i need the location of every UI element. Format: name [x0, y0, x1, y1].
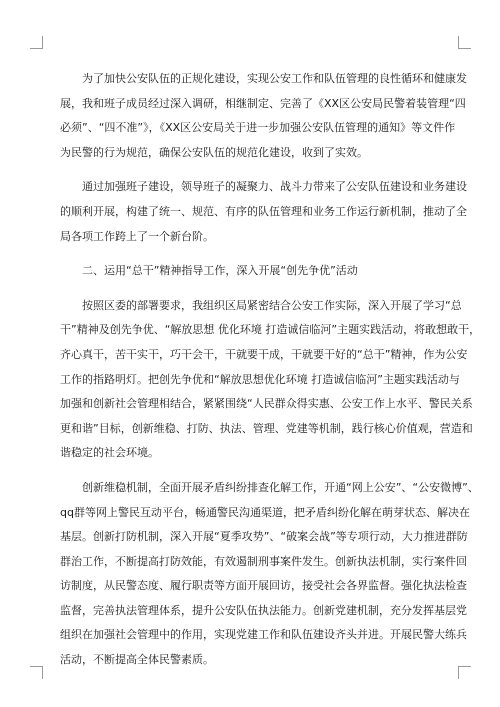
text-line: 监督，完善执法管理体系，提升公安队伍执法能力。创新党建机制，充分发挥基层党: [60, 603, 467, 617]
text-line: 访制度，从民警态度、履行职责等方面开展回访，接受社会各界监督。强化执法检查: [60, 579, 467, 593]
text-line: 工作的指路明灯。把创先争优和“解放思想优化环境 打造诚信临河”主题实践活动与: [60, 372, 460, 386]
text-line: 基层。创新打防机制，深入开展“夏季攻势”、“破案会战”等专项行动，大力推进群防: [60, 530, 468, 544]
paragraph-4: [60, 476, 479, 673]
text-line: qq群等网上警民互动平台，畅通警民沟通渠道，把矛盾纠纷化解在萌芽状态、解决在: [60, 505, 470, 519]
text-line: 为民警的行为规范，确保公安队伍的规范化建设，收到了实效。: [60, 145, 368, 159]
section-heading: 二、运用“总干”精神指导工作，深入开展“创先争优”活动: [82, 264, 358, 278]
paragraph-2: [60, 175, 467, 249]
crop-mark-bottom-left: [30, 666, 43, 679]
text-line: 为了加快公安队伍的正规化建设，实现公安工作和队伍管理的良性循环和健康发: [82, 72, 467, 85]
crop-mark-top-right: [458, 36, 471, 49]
text-line: 群治工作，不断提高打防效能，有效遏制刑事案件发生。创新执法机制，实行案件回: [60, 554, 467, 568]
text-line: 通过加强班子建设，领导班子的凝聚力、战斗力带来了公安队伍建设和业务建设: [82, 180, 467, 194]
text-line: 创新维稳机制，全面开展矛盾纠纷排查化解工作，开通“网上公安”、“公安微博”、: [82, 480, 479, 494]
paragraph-1: [60, 67, 467, 165]
text-line: 必须”、“四不准”》，《XX区公安局关于进一步加强公安队伍管理的通知》等文件作: [60, 121, 456, 135]
crop-mark-top-left: [30, 36, 43, 49]
text-line: 展，我和班子成员经过深入调研，相继制定、完善了《XX区公安局民警着装管理“四: [60, 96, 466, 110]
paragraph-3: [60, 294, 481, 466]
text-line: 按照区委的部署要求，我组织区局紧密结合公安工作实际，深入开展了学习“总: [82, 298, 462, 312]
text-line: 干”精神及创先争优、“解放思想 优化环境 打造诚信临河”主题实践活动，将敢想敢干，: [60, 323, 481, 337]
text-line: 加强和创新社会管理相结合，紧紧围绕“人民群众得实惠、公安工作上水平、警民关系: [60, 397, 473, 411]
text-line: 谐稳定的社会环境。: [60, 446, 159, 460]
text-line: 组织在加强社会管理中的作用，实现党建工作和队伍建设齐头并进。开展民警大练兵: [60, 628, 467, 642]
text-line: 齐心真干，苦干实干，巧干会干，干就要干成，干就要干好的“总干”精神，作为公安: [60, 347, 468, 361]
text-line: 的顺利开展，构建了统一、规范、有序的队伍管理和业务工作运行新机制，推动了全: [60, 204, 467, 218]
text-line: 活动，不断提高全体民警素质。: [60, 653, 214, 667]
crop-mark-bottom-right: [458, 666, 471, 679]
text-line: 局各项工作跨上了一个新台阶。: [60, 229, 214, 243]
document-body: [60, 67, 481, 683]
text-line: 更和谐”目标，创新维稳、打防、执法、管理、党建等机制，践行核心价值观，营造和: [60, 421, 473, 435]
